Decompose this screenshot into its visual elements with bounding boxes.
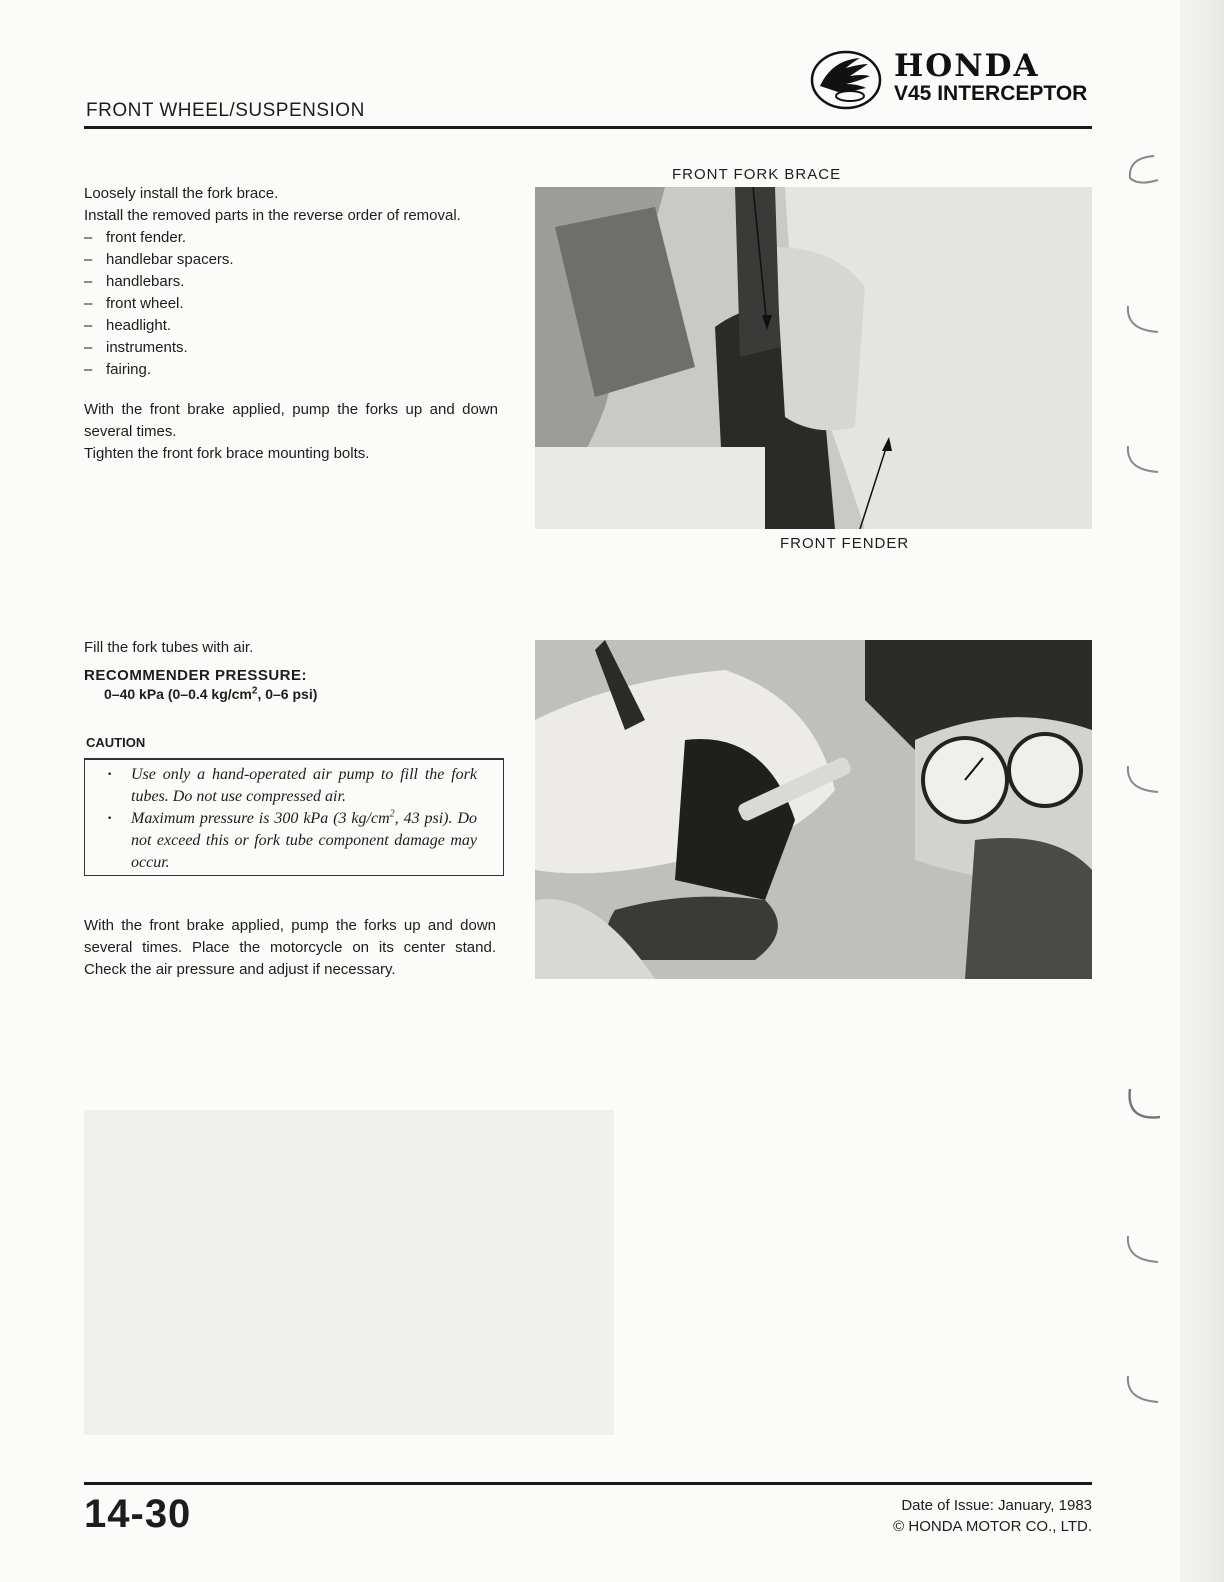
page-edge-shadow xyxy=(1180,0,1224,1582)
binder-tab-icon xyxy=(1124,1370,1164,1410)
honda-logo xyxy=(810,48,1100,118)
binder-tab-icon xyxy=(1124,150,1164,190)
pressure-text: , 0–6 psi) xyxy=(257,686,318,702)
bleed-through-image xyxy=(84,1110,614,1435)
list-item: – fairing. xyxy=(84,359,498,381)
footer-rule xyxy=(84,1482,1092,1485)
caution-item: · Use only a hand-operated air pump to fill the fork tubes. Do not use compressed air. xyxy=(107,764,477,808)
list-item: – front fender. xyxy=(84,227,498,249)
parts-list xyxy=(84,227,498,381)
pressure-text: 0–40 kPa (0–0.4 kg/cm xyxy=(104,686,252,702)
model-name: V45 INTERCEPTOR xyxy=(894,82,1088,105)
caution-text: Maximum pressure is 300 kPa (3 kg/cm xyxy=(131,810,390,827)
list-item: – instruments. xyxy=(84,337,498,359)
instruction-block-3 xyxy=(84,915,496,981)
header-rule xyxy=(84,126,1092,129)
instruction-text: With the front brake applied, pump the forks up and down several times. Place the motorcycle on its center stand. Check the air pressure and adjust if necessary. xyxy=(84,917,496,978)
superscript: 2 xyxy=(389,808,395,820)
binder-tab-icon xyxy=(1124,1230,1164,1270)
list-item: – handlebars. xyxy=(84,271,498,293)
list-item: – headlight. xyxy=(84,315,498,337)
instruction-text: Tighten the front fork brace mounting bolts. xyxy=(84,445,370,462)
copyright: © HONDA MOTOR CO., LTD. xyxy=(893,1518,1092,1535)
instruction-block-1 xyxy=(84,183,498,465)
caution-box xyxy=(84,758,504,876)
page-number: 14-30 xyxy=(84,1492,192,1536)
section-title: FRONT WHEEL/SUSPENSION xyxy=(86,100,365,121)
instruction-text: With the front brake applied, pump the forks up and down several times. xyxy=(84,401,498,440)
binder-tab-icon xyxy=(1124,760,1164,800)
caution-label: CAUTION xyxy=(86,735,146,750)
fork-brace-photo xyxy=(535,187,1092,529)
instruction-text: Fill the fork tubes with air. xyxy=(84,639,254,656)
callout-front-fender: FRONT FENDER xyxy=(780,535,910,552)
instruction-block-2 xyxy=(84,637,504,702)
superscript: 2 xyxy=(251,685,258,697)
binder-tab-icon xyxy=(1124,440,1164,480)
instruction-text: Install the removed parts in the reverse order of removal. xyxy=(84,207,461,224)
caution-item xyxy=(107,808,477,874)
brand-name: HONDA xyxy=(894,48,1040,84)
binder-tab-icon xyxy=(1124,1085,1164,1125)
issue-info xyxy=(893,1495,1092,1537)
binder-tab-icon xyxy=(1124,300,1164,340)
issue-date: Date of Issue: January, 1983 xyxy=(901,1497,1092,1514)
list-item: – front wheel. xyxy=(84,293,498,315)
instruction-text: Loosely install the fork brace. xyxy=(84,185,279,202)
list-item: – handlebar spacers. xyxy=(84,249,498,271)
callout-fork-brace: FRONT FORK BRACE xyxy=(672,166,842,183)
honda-wing-icon xyxy=(810,50,882,110)
air-pump-photo xyxy=(535,640,1092,979)
recommended-pressure-value xyxy=(84,686,504,702)
recommended-pressure-label: RECOMMENDER PRESSURE: xyxy=(84,667,308,684)
caution-text: , 43 psi). Do not exceed this or fork tube component damage may occur. xyxy=(131,810,477,871)
